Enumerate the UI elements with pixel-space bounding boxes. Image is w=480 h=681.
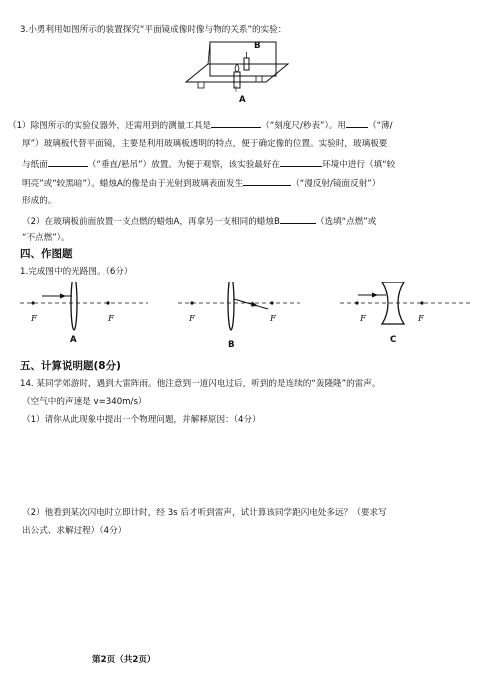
focus-label: F [418, 314, 424, 324]
answer-blank[interactable] [280, 157, 322, 167]
q14-line1: 14. 某同学郊游时，遇到大雷阵雨。他注意到一道闪电过后，听到的是连续的“轰隆隆”的雷声。 [20, 379, 381, 389]
q14-part2-line2: 出公式、求解过程）（4分） [22, 526, 127, 536]
q3-text: （“薄/ [367, 121, 393, 131]
section4-heading: 四、作图题 [20, 248, 73, 260]
q3-text: （“垂直/悬吊”）放置。为便于观察，该实验最好在 [87, 160, 281, 170]
q3-text: （选填“点燃”或 [315, 217, 377, 227]
answer-blank[interactable] [243, 176, 291, 186]
q3-part2-line2: “不点燃”）。 [22, 233, 70, 243]
q3-part1-line2: 厚”）玻璃板代替平面镜，主要是利用玻璃板透明的特点，便于确定像的位置。实验时，玻璃板要 [22, 139, 388, 149]
convex-lens-b [228, 282, 234, 330]
answer-blank[interactable] [211, 118, 261, 128]
focus-label: F [31, 314, 37, 324]
diagram-a-label: A [70, 335, 77, 345]
q3-part1-line5: 形成的。 [22, 196, 57, 206]
focus-label: F [360, 314, 366, 324]
focus-label: F [270, 314, 276, 324]
q3-text: 与纸面 [22, 160, 48, 170]
candle-b-label: B [254, 41, 261, 51]
convex-lens-a [71, 282, 77, 330]
q3-part1-line4 [22, 176, 380, 191]
refracted-ray-b [234, 299, 268, 309]
q14-part1: （1）请你从此现象中提出一个物理问题，并解释原因：（4分） [22, 415, 261, 425]
q3-part2-line1 [22, 214, 376, 229]
section5-heading: 五、计算说明题(8分) [20, 360, 121, 372]
q3-part1-line3 [22, 157, 395, 172]
section4-q1: 1.完成图中的光路图。（6分） [20, 267, 133, 277]
answer-blank[interactable] [346, 118, 368, 128]
q3-text: 明亮”或“较黑暗”）。蜡烛A的像是由于光射到玻璃表面发生 [22, 179, 244, 189]
focus-label: F [108, 314, 114, 324]
q3-title: 3.小勇利用如图所示的装置探究“平面镜成像时像与物的关系”的实验： [20, 25, 287, 35]
focus-label: F [189, 314, 195, 324]
q3-part1-line1 [8, 118, 393, 133]
q3-text: （“漫反射/镜面反射”） [291, 179, 381, 189]
page-number: 第2页（共2页） [92, 655, 156, 665]
q3-text: （“刻度尺/秒表”）。用 [261, 121, 346, 131]
candle-a-label: A [239, 95, 246, 105]
q3-text: 环境中进行（填“较 [322, 160, 396, 170]
diagram-c-label: C [390, 335, 397, 345]
diagram-b-label: B [228, 340, 235, 350]
q14-part2-line1: （2）他看到某次闪电时立即计时，经 3s 后才听到雷声，试计算该同学距闪电处多远？（要求写 [22, 508, 387, 518]
answer-blank[interactable] [48, 157, 88, 167]
q14-line2: （空气中的声速是 v=340m/s） [22, 397, 147, 407]
q3-text: （1）除图所示的实验仪器外，还需用到的测量工具是 [8, 121, 212, 131]
answer-blank[interactable] [280, 214, 316, 224]
q3-text: （2）在玻璃板前面放置一支点燃的蜡烛A，再拿另一支相同的蜡烛B [22, 217, 280, 227]
